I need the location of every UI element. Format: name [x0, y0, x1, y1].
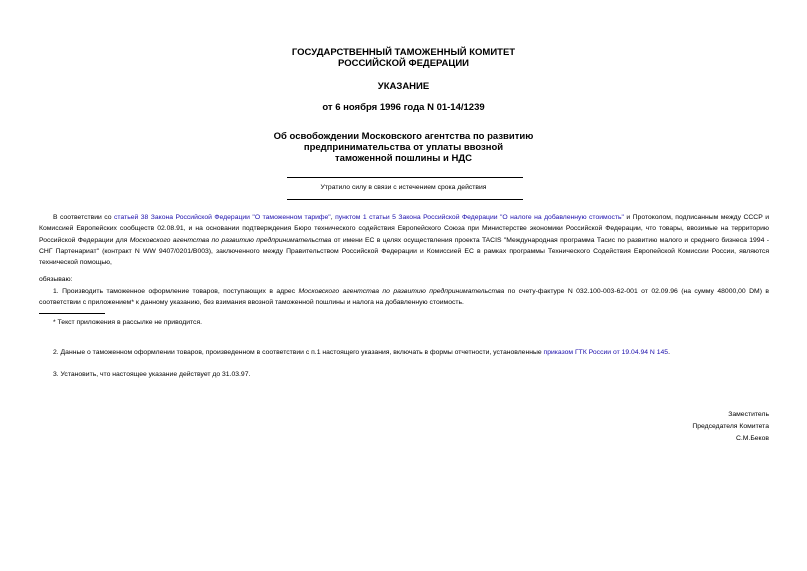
issuing-authority [0, 47, 807, 69]
preamble-text-2: , [330, 214, 336, 221]
item-3-paragraph: 3. Установить, что настоящее указание действует до 31.03.97. [53, 371, 251, 378]
item-1-text-1: 1. Производить таможенное оформление товаров, поступающих в адрес [53, 288, 299, 295]
preamble-text-3: и Протоколом, подписанным между СССР и Комиссией Европейских сообществ 02.08.91, и на основании подтверждения Бюро технического содействия Европейского Союза при Министерстве экономики Российской Федерации, что товары, ввозимые на территорию Российской Федерации для [39, 214, 770, 244]
title-line-1: Об освобождении Московского агентства по развитию [273, 131, 534, 142]
item-2-text-1: 2. Данные о таможенном оформлении товаров, произведенном в соответствии с п.1 настоящего указания, включать в формы отчетности, установленные [53, 349, 544, 356]
authority-line-1: ГОСУДАРСТВЕННЫЙ ТАМОЖЕННЫЙ КОМИТЕТ [291, 47, 516, 58]
status-divider-bottom [287, 199, 523, 200]
item-1-paragraph [39, 286, 769, 309]
status-divider-top [287, 177, 523, 178]
document-date: от 6 ноября 1996 года N 01-14/1239 [322, 102, 485, 113]
document-status: Утратило силу в связи с истечением срока действия [320, 184, 487, 191]
obligation-clause: обязываю: [39, 276, 73, 283]
title-line-2: предпринимательства от уплаты ввозной [303, 142, 504, 153]
authority-line-2: РОССИЙСКОЙ ФЕДЕРАЦИИ [337, 58, 469, 69]
law-customs-tariff-link[interactable]: статьей 38 Закона Российской Федерации "О таможенном тарифе" [114, 214, 331, 221]
title-line-3: таможенной пошлины и НДС [335, 153, 472, 164]
agency-name-italic: Московского агентства по развитию предпринимательства [129, 236, 332, 244]
footnote: * Текст приложения в рассылке не приводится. [53, 319, 203, 326]
signature-name: С.М.Беков [735, 435, 769, 442]
item-2-text-2: . [668, 349, 670, 356]
item-1-text-2: по счету-фактуре N 032.100-003-62-001 от 02.09.96 (на сумму 48000,00 DM) в соответствии с приложением* к данному указанию, без взимания ввозной таможенной пошлины и налога на добавленную стоимость. [39, 288, 769, 307]
document-type: УКАЗАНИЕ [377, 81, 430, 92]
preamble-text-4: от имени ЕС в целях осуществления проекта TACIS "Международная программа Тасис по развитию малого и среднего бизнеса 1994 - СНГ Партенариат" (контракт N WW 9407/0201/B003), заключенного между Правительством Российской Федерации и Комиссией ЕС в рамках программы Технического Содействия Европейской Комиссии России, являются технической помощью, [39, 236, 769, 267]
signature-position: Заместитель [728, 411, 769, 418]
preamble-text-1: В соответствии со [53, 214, 115, 221]
footnote-divider [39, 313, 105, 314]
signature-title: Председателя Комитета [692, 423, 769, 430]
law-vat-link[interactable]: пунктом 1 статьи 5 Закона Российской Федерации "О налоге на добавленную стоимость" [335, 214, 624, 221]
gtk-order-link[interactable]: приказом ГТК России от 19.04.94 N 145 [543, 349, 669, 356]
document-title [0, 131, 807, 164]
preamble-paragraph [39, 212, 769, 268]
item-1-agency-italic: Московского агентства по развитию предпринимательства [298, 288, 505, 295]
item-2-paragraph [39, 347, 769, 358]
